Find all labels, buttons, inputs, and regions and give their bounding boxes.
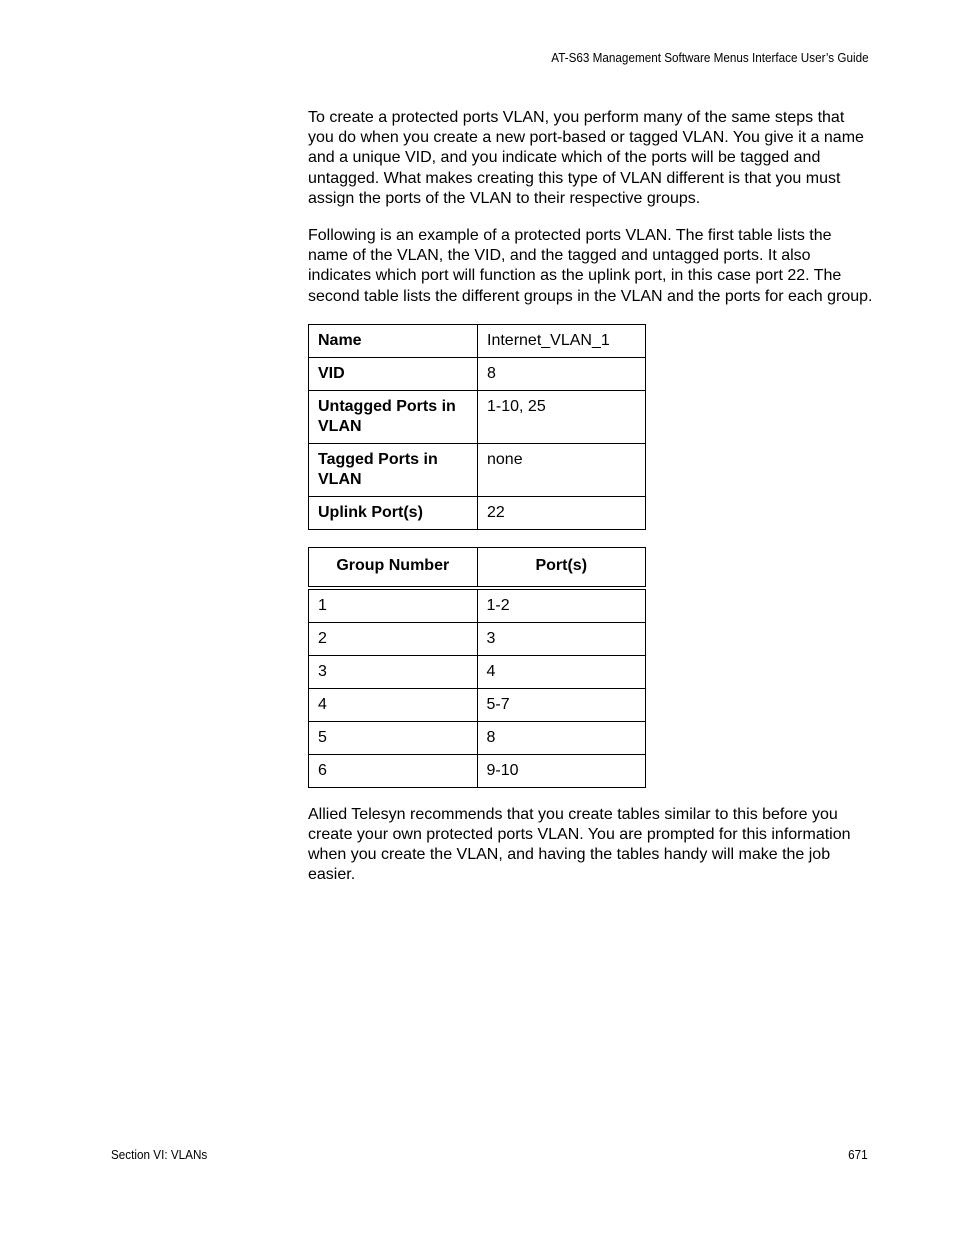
column-header-ports: Port(s) xyxy=(477,547,645,588)
table-row xyxy=(309,357,646,390)
table-row xyxy=(309,390,646,443)
row-value: 22 xyxy=(478,496,646,529)
table-row xyxy=(309,655,646,688)
ports-cell: 5-7 xyxy=(477,688,645,721)
row-label: Tagged Ports in VLAN xyxy=(309,443,478,496)
ports-cell: 4 xyxy=(477,655,645,688)
intro-paragraph: To create a protected ports VLAN, you perform many of the same steps that you do when you create a new port-based or tagged VLAN. You give it a name and a unique VID, and you indicate which of the ports will be tagged and untagged. What makes creating this type of VLAN different is that you must assign the ports of the VLAN to their respective groups. xyxy=(308,109,864,207)
row-label: Untagged Ports in VLAN xyxy=(309,390,478,443)
row-value: none xyxy=(478,443,646,496)
footer-section-title: Section VI: VLANs xyxy=(111,1147,208,1162)
group-number-cell: 5 xyxy=(309,721,478,754)
ports-cell: 9-10 xyxy=(477,754,645,787)
example-paragraph: Following is an example of a protected ports VLAN. The first table lists the name of the VLAN, the VID, and the tagged and untagged ports. It also indicates which port will function as the uplink port, in this case port 22. The second table lists the different groups in the VLAN and the ports for each group. xyxy=(308,227,873,305)
ports-cell: 1-2 xyxy=(477,588,645,623)
table-row xyxy=(309,688,646,721)
row-label: Name xyxy=(309,324,478,357)
group-number-cell: 6 xyxy=(309,754,478,787)
row-label: VID xyxy=(309,357,478,390)
page-content xyxy=(308,108,873,903)
table-row xyxy=(309,324,646,357)
recommendation-paragraph: Allied Telesyn recommends that you create tables similar to this before you create your own protected ports VLAN. You are prompted for this information when you create the VLAN, and having the tables handy will make the job easier. xyxy=(308,805,851,884)
running-header: AT-S63 Management Software Menus Interface User’s Guide xyxy=(551,50,869,65)
table-row xyxy=(309,622,646,655)
row-value: 1-10, 25 xyxy=(478,390,646,443)
vlan-settings-table xyxy=(308,324,646,530)
row-value: 8 xyxy=(478,357,646,390)
table-row xyxy=(309,588,646,623)
row-label: Uplink Port(s) xyxy=(309,496,478,529)
table-header-row xyxy=(309,547,646,588)
column-header-group-number: Group Number xyxy=(309,547,478,588)
group-number-cell: 3 xyxy=(309,655,478,688)
table-row xyxy=(309,496,646,529)
group-number-cell: 1 xyxy=(309,588,478,623)
group-ports-table xyxy=(308,547,646,788)
ports-cell: 3 xyxy=(477,622,645,655)
row-value: Internet_VLAN_1 xyxy=(478,324,646,357)
group-number-cell: 2 xyxy=(309,622,478,655)
table-row xyxy=(309,754,646,787)
table-row xyxy=(309,721,646,754)
footer-page-number: 671 xyxy=(848,1147,868,1162)
group-number-cell: 4 xyxy=(309,688,478,721)
ports-cell: 8 xyxy=(477,721,645,754)
table-row xyxy=(309,443,646,496)
